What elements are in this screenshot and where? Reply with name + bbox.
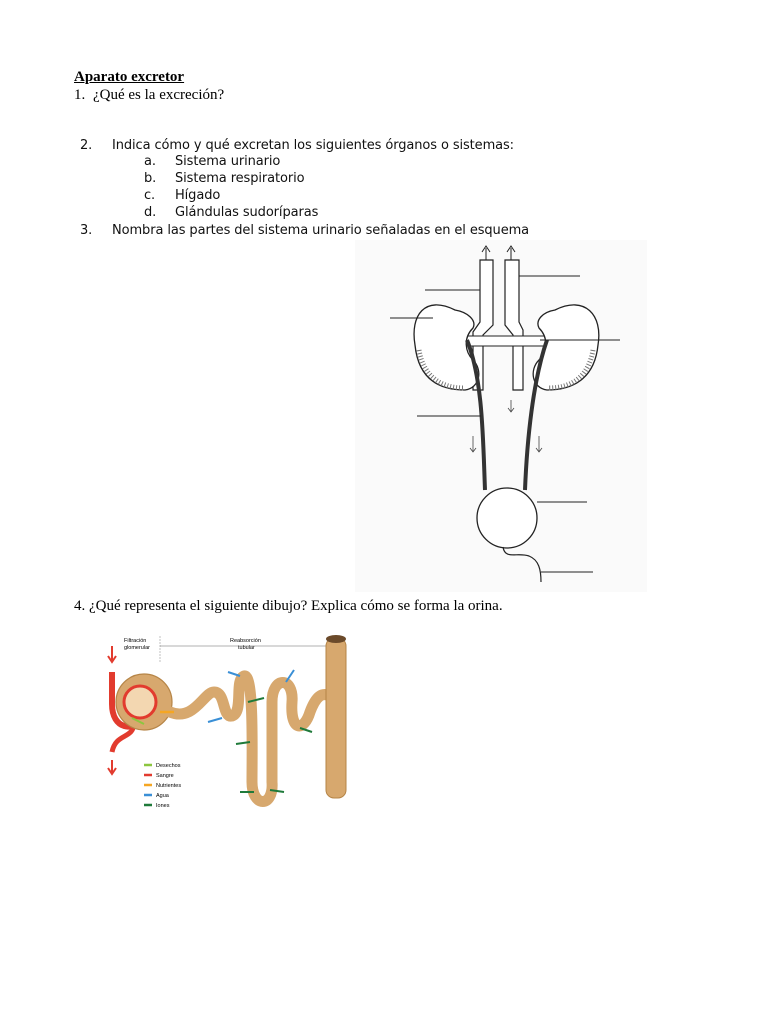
reabsorption-label-line1: Reabsorción <box>230 638 261 644</box>
question-1-text: ¿Qué es la excreción? <box>93 87 225 103</box>
q2-item-d-letter: d. <box>144 205 157 220</box>
collecting-duct-opening <box>326 635 346 643</box>
filtration-label-line2: glomerular <box>124 645 150 651</box>
q2-item-a-label: Sistema urinario <box>175 154 281 169</box>
question-4: 4. ¿Qué representa el siguiente dibujo? Explica cómo se forma la orina. <box>74 598 503 614</box>
page-title: Aparato excretor <box>74 69 185 85</box>
filtration-label-line1: Filtración <box>124 638 147 644</box>
renal-tubule <box>170 676 330 802</box>
urinary-system-diagram <box>355 240 647 592</box>
legend-label-desechos: Desechos <box>156 763 181 769</box>
q2-item-d-label: Glándulas sudoríparas <box>175 205 319 220</box>
bladder <box>477 488 537 548</box>
legend-item-sangre <box>144 773 174 779</box>
question-3-text: Nombra las partes del sistema urinario señaladas en el esquema <box>112 223 530 238</box>
legend-label-iones: Iones <box>156 803 170 809</box>
nephron-diagram <box>104 632 362 816</box>
q2-item-a-letter: a. <box>144 154 156 169</box>
question-1-number: 1. <box>74 87 86 103</box>
q2-item-c-label: Hígado <box>175 188 221 203</box>
legend-item-nutrientes <box>144 783 181 789</box>
legend-label-sangre: Sangre <box>156 773 174 779</box>
legend-item-desechos <box>144 763 181 769</box>
question-1 <box>74 86 224 104</box>
question-3-number: 3. <box>80 223 93 238</box>
legend-item-agua <box>144 793 170 799</box>
q2-item-b-letter: b. <box>144 171 157 186</box>
blood-out-arrow <box>108 760 116 774</box>
blood-in-arrow <box>108 646 116 662</box>
q2-item-b-label: Sistema respiratorio <box>175 171 305 186</box>
legend-label-nutrientes: Nutrientes <box>156 783 182 789</box>
q2-item-c-letter: c. <box>144 188 156 203</box>
legend <box>144 763 181 809</box>
glomerulus <box>124 686 156 718</box>
legend-label-agua: Agua <box>156 793 169 799</box>
question-2-text: Indica cómo y qué excretan los siguientes órganos o sistemas: <box>112 138 514 153</box>
legend-item-iones <box>144 803 170 809</box>
question-2-number: 2. <box>80 138 93 153</box>
collecting-duct <box>326 638 346 798</box>
reabsorption-label-line2: tubular <box>238 645 255 651</box>
